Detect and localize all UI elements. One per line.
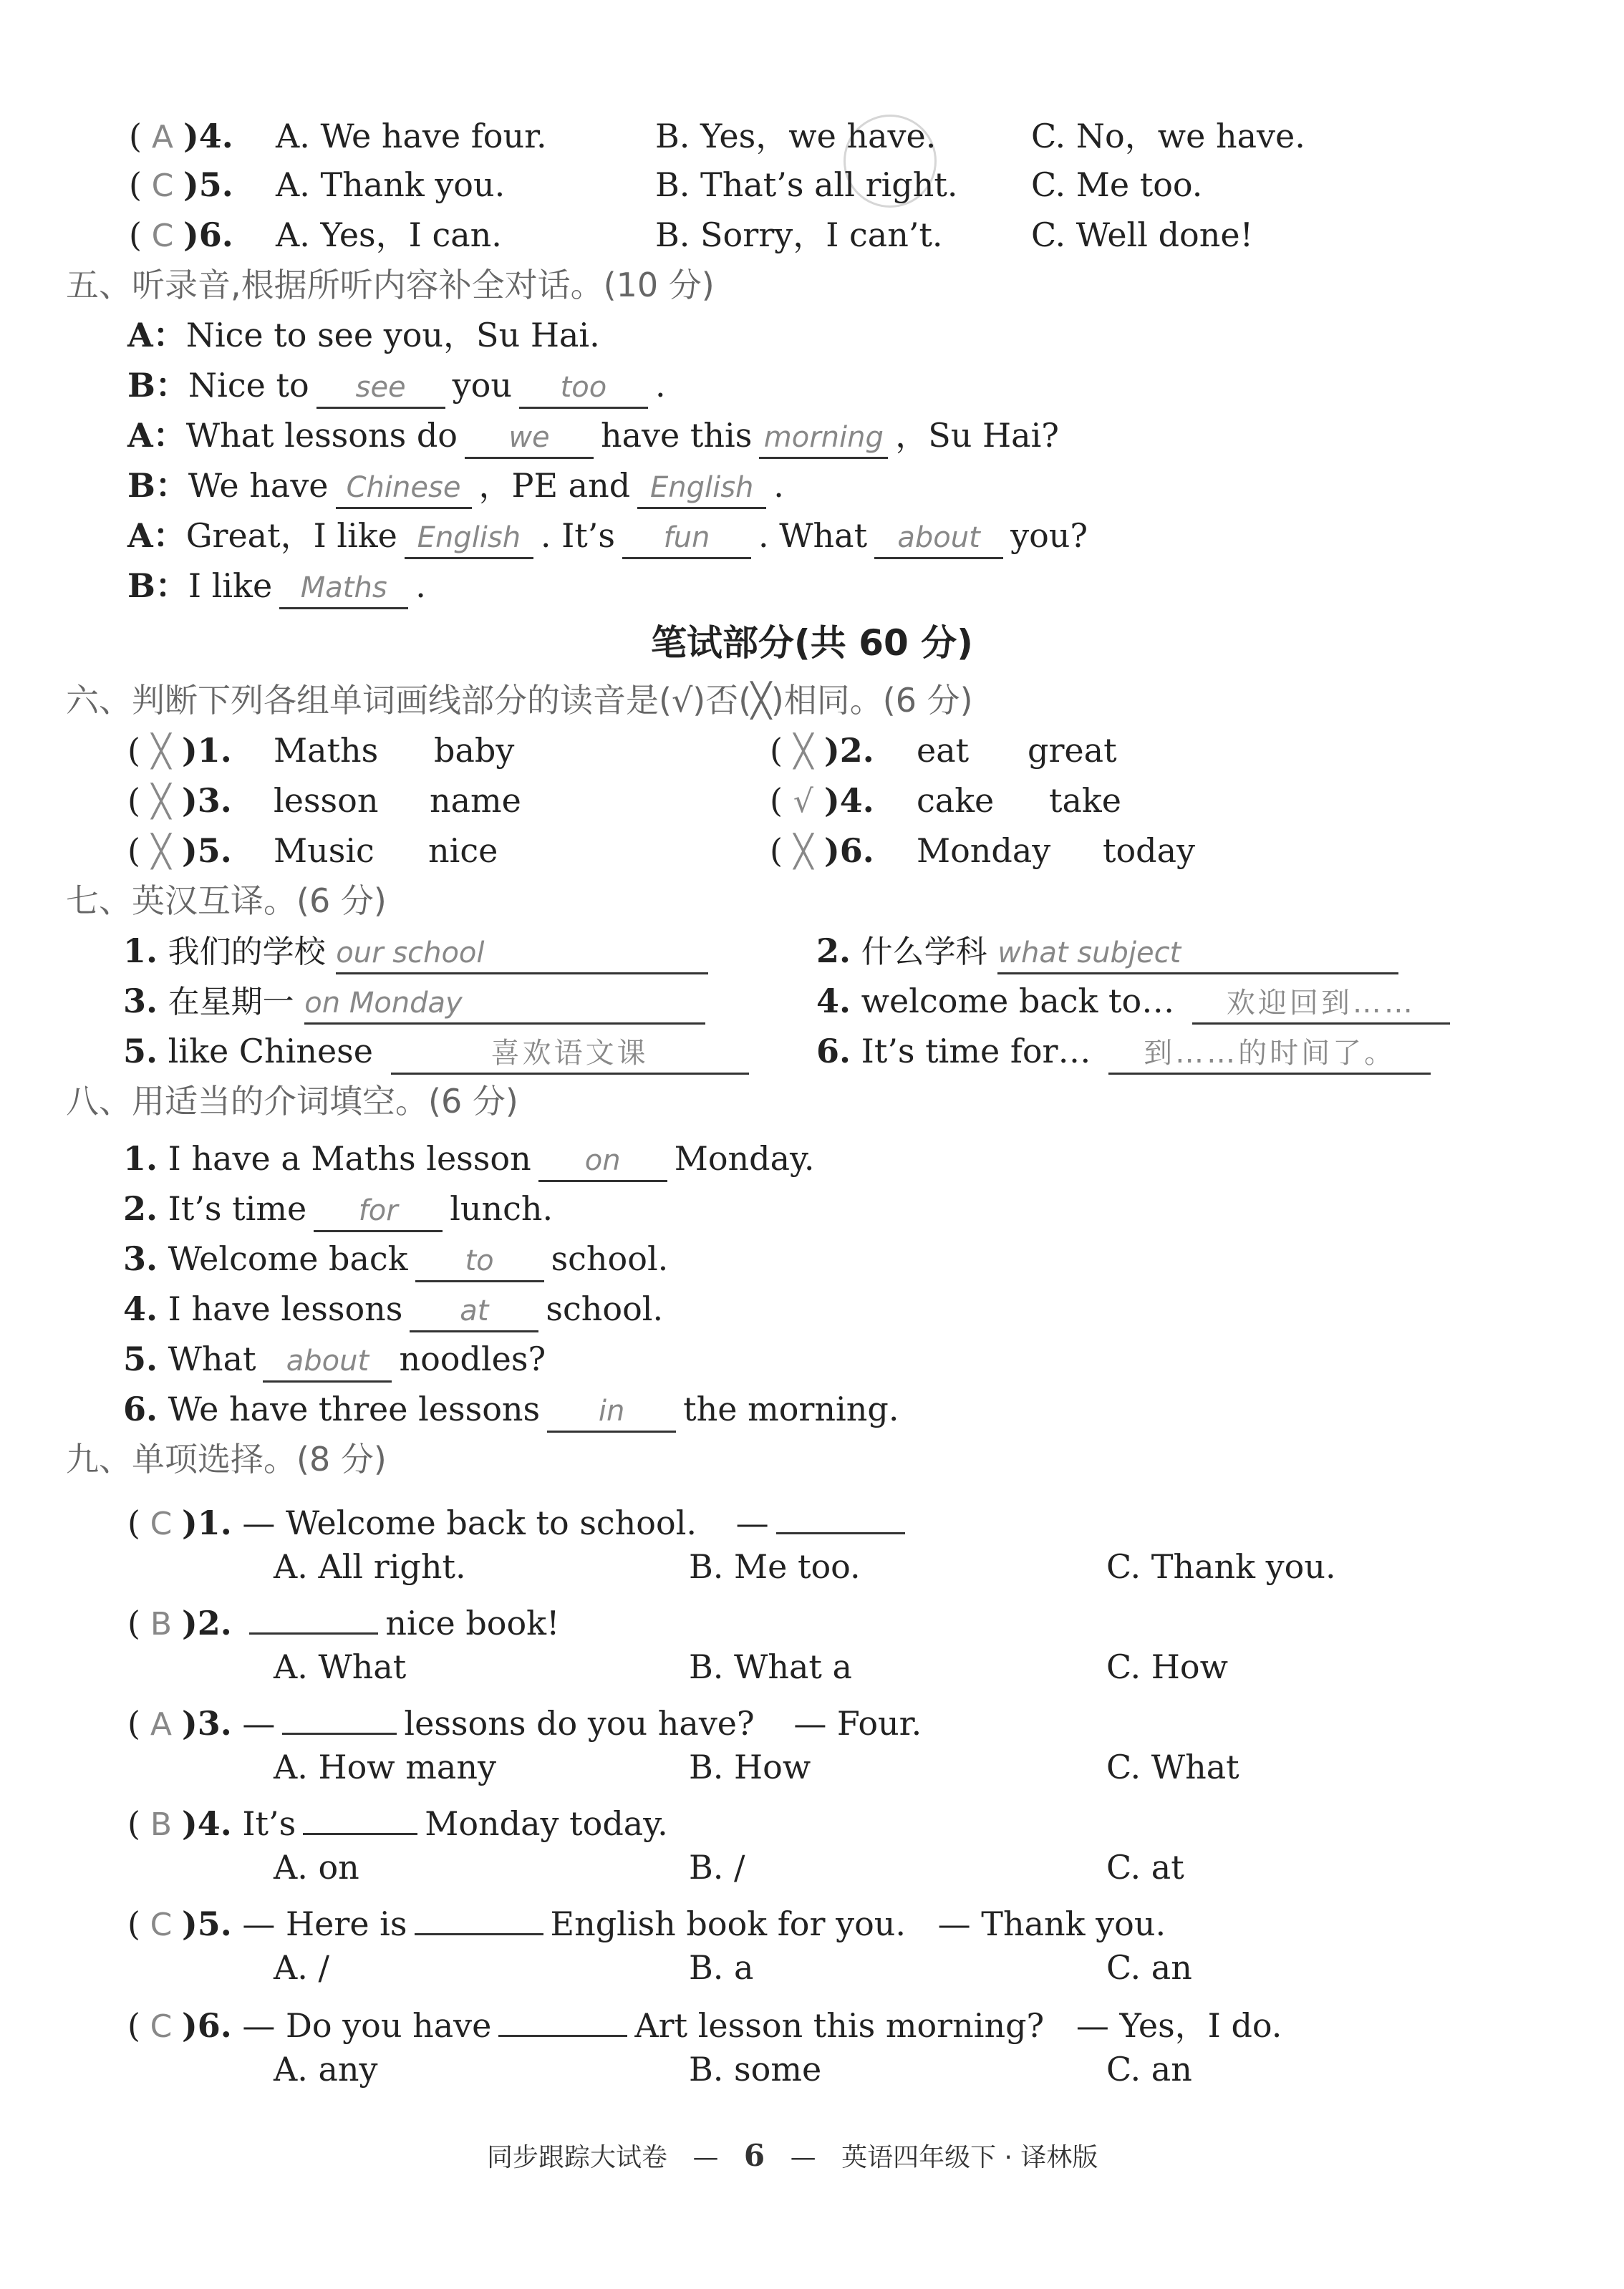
answer-mark: C [150,2008,173,2045]
answer-blank: for [314,1193,443,1232]
sec6-item-6: ( ╳ )6. [770,829,874,872]
dialog-line-2: B：Nice to see you too . [127,364,666,407]
sec9-q4: ( B )4. It’s Monday today. [127,1796,668,1839]
option-b: B. That’s all right. [655,165,958,204]
word-1: Maths [274,731,379,770]
answer-blank: Maths [279,570,408,609]
dialog-line-3: A：What lessons do we have this morning ，Su Hai? [127,414,1059,457]
dialog-line-1: A：Nice to see you，Su Hai. [127,316,600,354]
word-1: Monday [917,831,1051,870]
word-1: Music [274,831,374,870]
answer-blank: English [637,470,766,509]
sec5-heading: 五、听录音,根据所听内容补全对话。(10 分) [66,266,715,304]
page-number: 6 [743,2138,765,2173]
option-b: B. Me too. [689,1547,861,1586]
option-a: A. How many [274,1748,496,1786]
page-footer: 同步跟踪大试卷 — 6 — 英语四年级下 · 译林版 [487,2138,1098,2173]
footer-book-title: 同步跟踪大试卷 [487,2143,668,2172]
sec9-q1: ( C )1. — Welcome back to school. — [127,1495,912,1538]
sec8-item-1: 1. I have a Maths lesson on Monday. [123,1137,815,1180]
word-2: nice [428,831,498,870]
option-b: B. Sorry，I can’t. [655,216,943,254]
sec6-item-3: ( ╳ )3. [127,779,232,822]
word-2: great [1028,731,1117,770]
footer-edition: 英语四年级下 · 译林版 [841,2143,1098,2172]
question-blank [415,1896,543,1935]
sec8-heading: 八、用适当的介词填空。(6 分) [66,1082,518,1121]
option-c: C. What [1106,1748,1239,1786]
sec7-item-4: 4. welcome back to… 欢迎回到…… [816,979,1457,1022]
dialog-line-6: B：I like Maths . [127,564,426,607]
answer-blank: 喜欢语文课 [391,1035,749,1075]
answer-blank: we [465,420,594,459]
sec9-q3: ( A )3. — lessons do you have? — Four. [127,1695,922,1738]
option-b: B. How [689,1748,811,1786]
answer-blank: fun [622,520,751,559]
sec8-item-3: 3. Welcome back to school. [123,1237,668,1280]
word-2: name [430,781,521,820]
answer-blank: on [538,1143,667,1182]
answer-blank: our school [336,935,708,974]
answer-blank: what subject [997,935,1398,974]
sec6-heading: 六、判断下列各组单词画线部分的读音是(√)否(╳)相同。(6 分) [66,681,973,720]
answer-blank: about [263,1343,392,1383]
option-a: A. Thank you. [276,165,506,204]
sec6-item-2: ( ╳ )2. [770,729,874,772]
sec4-q5: ( C )5. [129,163,233,206]
sec8-item-4: 4. I have lessons at school. [123,1287,663,1330]
option-a: A. / [274,1948,329,1987]
question-blank [249,1595,378,1635]
sec7-item-2: 2. 什么学科 what subject [816,929,1398,972]
answer-blank: morning [759,420,888,459]
option-c: C. No，we have. [1031,117,1305,155]
answer-blank: about [874,520,1003,559]
answer-mark: B [150,1806,173,1843]
answer-blank: English [405,520,533,559]
sec7-item-1: 1. 我们的学校 our school [123,929,708,972]
answer-mark: ╳ [151,783,171,820]
dialog-line-5: A：Great，I like English . It’s fun . What about you? [127,514,1088,557]
answer-mark: A [151,119,173,155]
option-c: C. at [1106,1848,1184,1887]
sec7-item-6: 6. It’s time for… 到……的时间了。 [816,1030,1438,1073]
answer-blank: at [410,1293,538,1332]
option-b: B. a [689,1948,754,1987]
option-a: A. We have four. [276,117,547,155]
option-a: A. any [274,2050,378,2089]
answer-mark: C [150,1907,173,1943]
word-1: lesson [274,781,379,820]
sec8-item-6: 6. We have three lessons in the morning. [123,1388,899,1431]
sec6-item-5: ( ╳ )5. [127,829,232,872]
answer-blank: 到……的时间了。 [1108,1035,1431,1075]
answer-mark: A [150,1706,172,1743]
sec9-q6: ( C )6. — Do you have Art lesson this morning? — Yes，I do. [127,1998,1282,2041]
question-blank [776,1495,905,1534]
sec7-heading: 七、英汉互译。(6 分) [66,881,387,920]
dialog-line-4: B：We have Chinese ，PE and English . [127,464,784,507]
option-a: A. What [274,1647,407,1686]
option-b: B. some [689,2050,822,2089]
option-a: A. All right. [274,1547,466,1586]
answer-mark: C [151,218,174,254]
sec4-q4: ( A )4. [129,115,233,158]
written-part-title: 笔试部分(共 60 分) [650,622,974,664]
word-1: eat [917,731,970,770]
option-b: B. / [689,1848,745,1887]
answer-mark: ╳ [151,833,171,870]
answer-mark: C [151,168,174,204]
option-c: C. How [1106,1647,1228,1686]
answer-blank: on Monday [304,985,705,1025]
sec7-item-3: 3. 在星期一 on Monday [123,979,705,1022]
option-c: C. an [1106,1948,1192,1987]
answer-blank: in [547,1393,676,1433]
word-2: baby [434,731,515,770]
sec6-item-1: ( ╳ )1. [127,729,232,772]
sec9-q2: ( B )2. nice book! [127,1595,560,1638]
sec8-item-5: 5. What about noodles? [123,1337,546,1380]
option-a: A. on [274,1848,359,1887]
word-2: today [1103,831,1196,870]
answer-mark: ╳ [151,733,171,770]
sec6-item-4: ( √ )4. [770,779,874,822]
answer-mark: C [150,1506,173,1542]
option-c: C. Well done! [1031,216,1254,254]
option-c: C. Thank you. [1106,1547,1336,1586]
option-a: A. Yes，I can. [276,216,502,254]
answer-blank: 欢迎回到…… [1192,985,1450,1025]
answer-blank: Chinese [336,470,472,509]
sec7-item-5: 5. like Chinese 喜欢语文课 [123,1030,756,1073]
question-blank [303,1796,417,1835]
answer-mark: ╳ [793,733,813,770]
option-c: C. Me too. [1031,165,1203,204]
word-2: take [1049,781,1122,820]
sec9-heading: 九、单项选择。(8 分) [66,1440,387,1479]
sec8-item-2: 2. It’s time for lunch. [123,1187,553,1230]
answer-mark: √ [793,783,813,820]
answer-blank: too [519,369,648,409]
word-1: cake [917,781,995,820]
answer-blank: see [316,369,445,409]
question-blank [282,1695,397,1735]
answer-blank: to [415,1243,544,1282]
option-c: C. an [1106,2050,1192,2089]
question-blank [498,1998,627,2037]
option-b: B. Yes，we have. [655,117,937,155]
answer-mark: ╳ [793,833,813,870]
answer-mark: B [150,1606,173,1642]
sec9-q5: ( C )5. — Here is English book for you. — Thank you. [127,1896,1166,1939]
sec4-q6: ( C )6. [129,213,233,256]
option-b: B. What a [689,1647,852,1686]
